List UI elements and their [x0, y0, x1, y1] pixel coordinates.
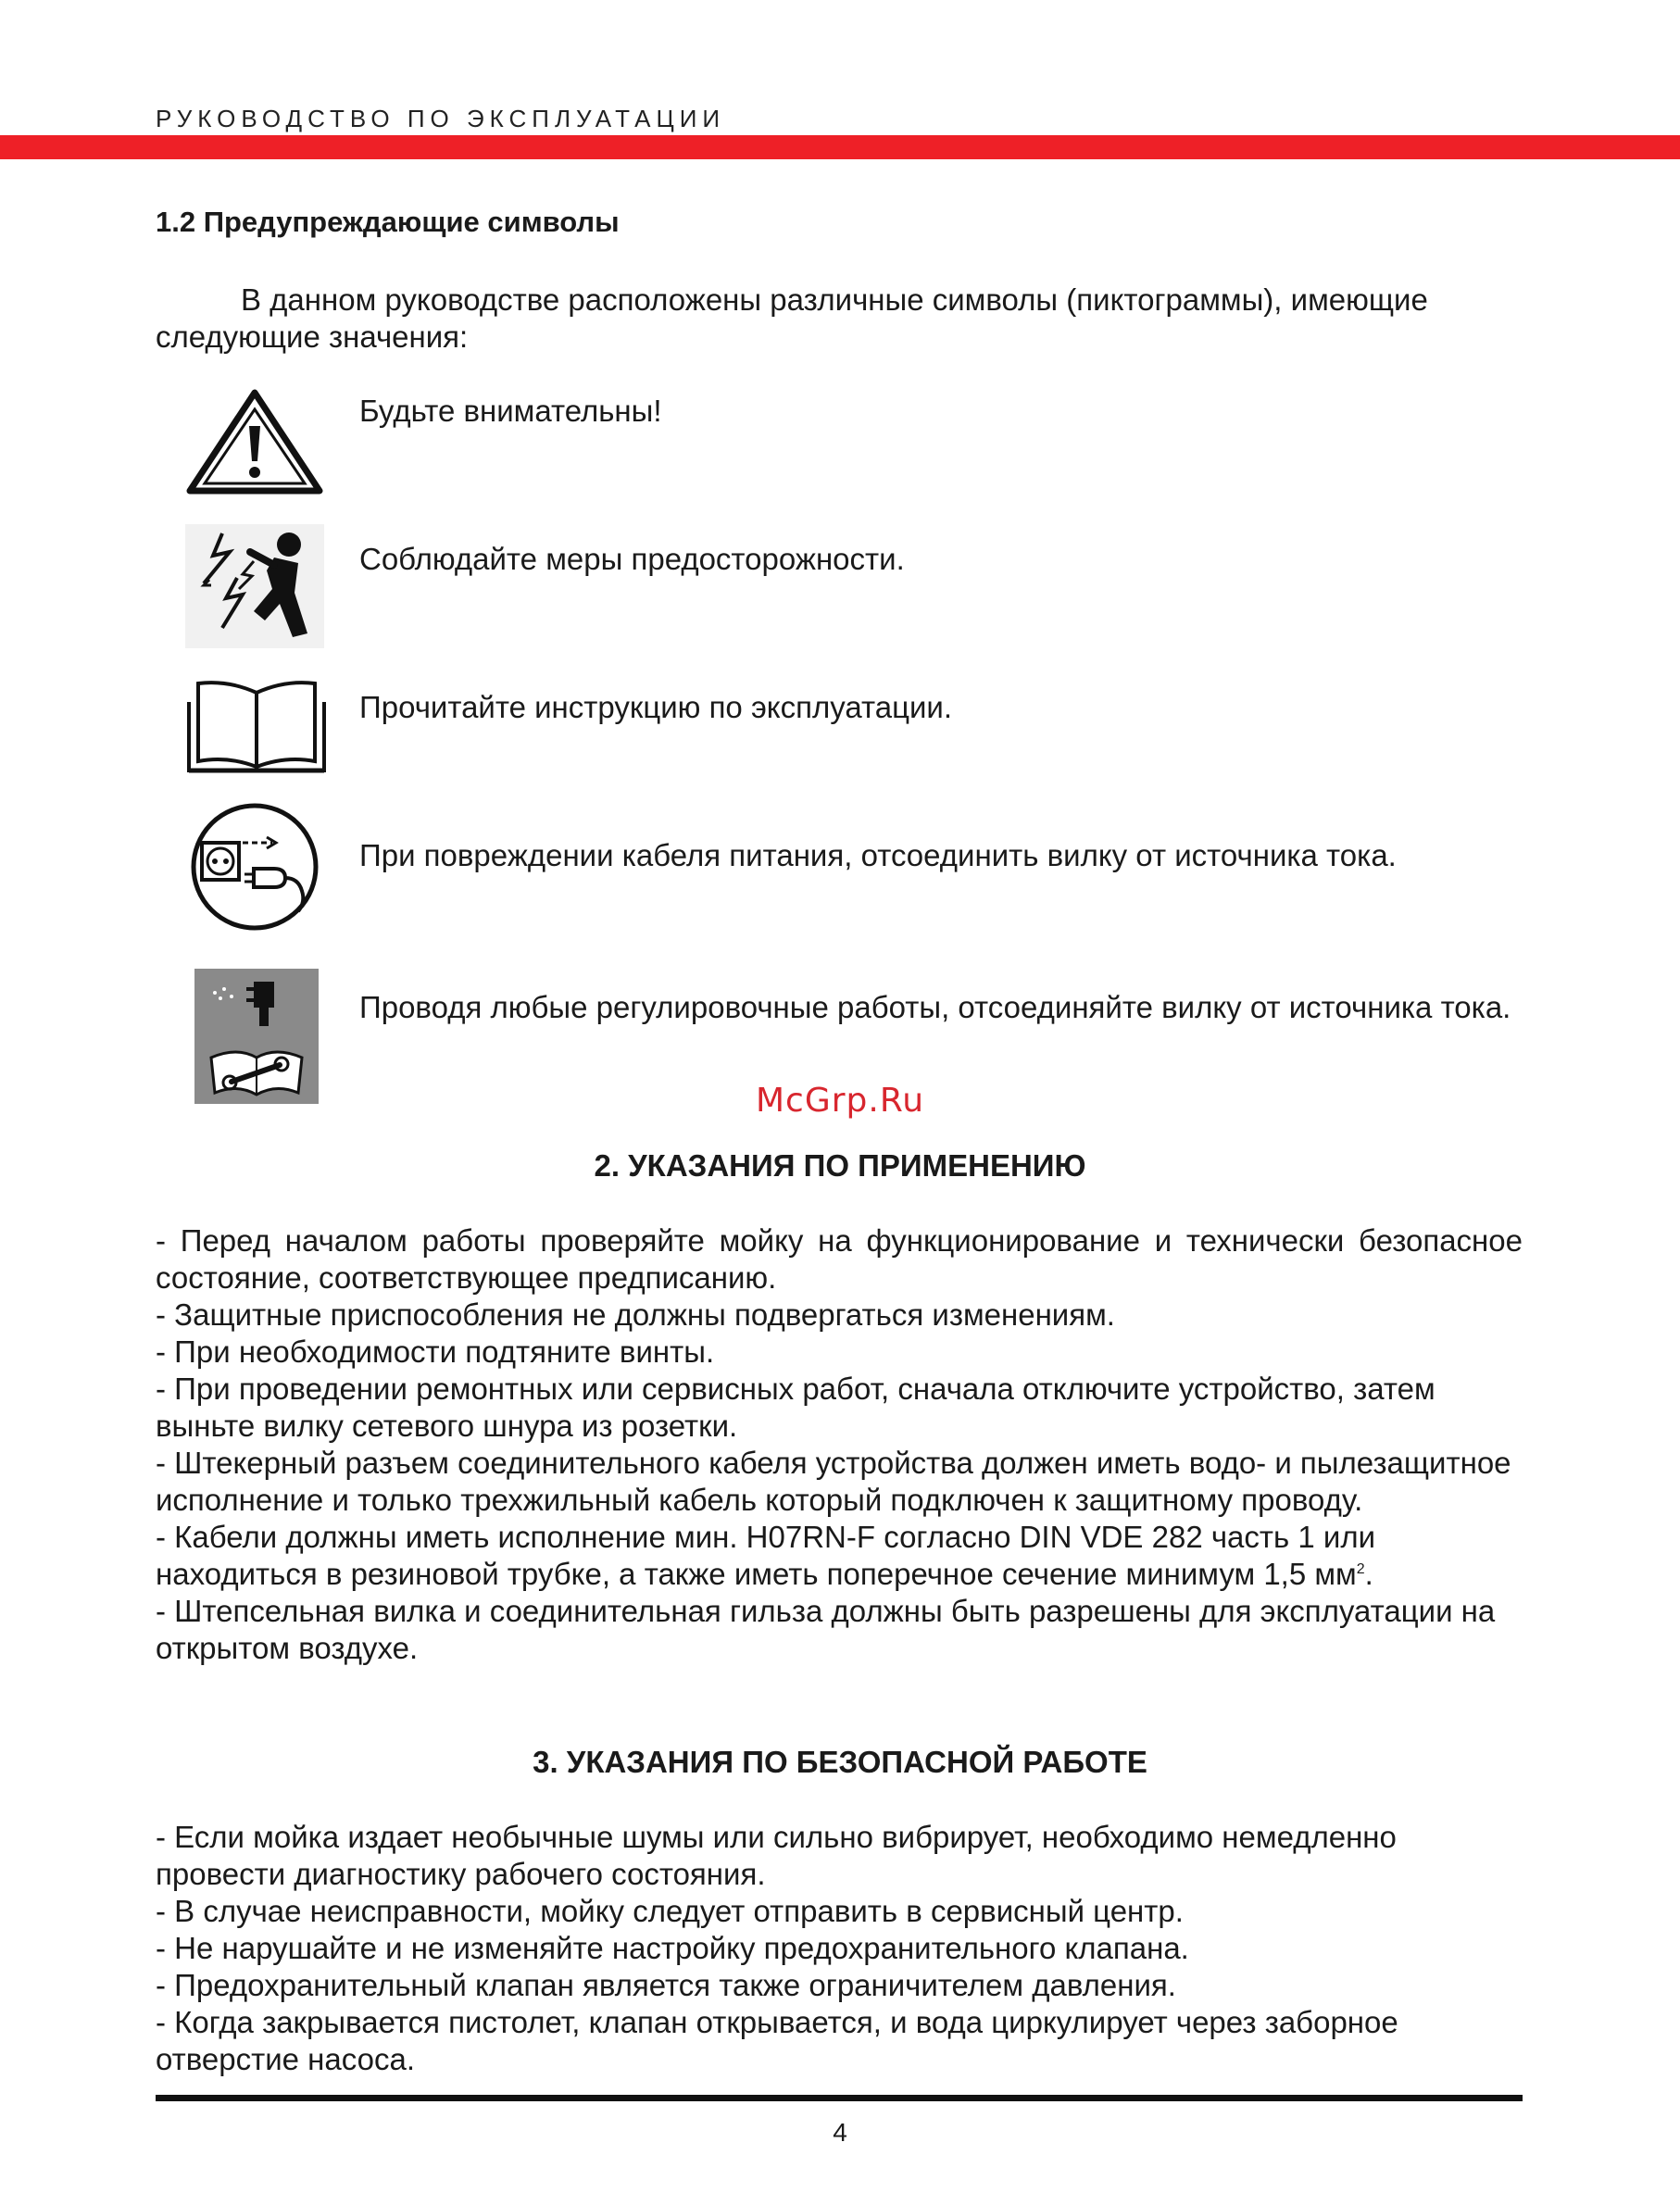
safe-operation-list [156, 1819, 1523, 2078]
footer-divider [156, 2095, 1523, 2101]
list-item [156, 1519, 1523, 1593]
page-number: 4 [833, 2118, 847, 2147]
list-item: - Штепсельная вилка и соединительная гильза должны быть разрешены для эксплуатации на открытом воздухе. [156, 1594, 1496, 1665]
list-item: - Перед началом работы проверяйте мойку на функционирование и технически безопасное состояние, соответствующее предписанию. [156, 1223, 1523, 1295]
list-item: - В случае неисправности, мойку следует отправить в сервисный центр. [156, 1894, 1184, 1928]
section-heading-safe-operation: 3. УКАЗАНИЯ ПО БЕЗОПАСНОЙ РАБОТЕ [533, 1745, 1147, 1779]
list-item: - Предохранительный клапан является также ограничителем давления. [156, 1968, 1176, 2002]
electric-shock-icon [185, 524, 324, 648]
symbol-text-adjustment-unplug: Проводя любые регулировочные работы, отсоединяйте вилку от источника тока. [359, 990, 1511, 1024]
superscript-squared: 2 [1356, 1561, 1365, 1577]
symbols-intro-paragraph: В данном руководстве расположены различные символы (пиктограммы), имеющие следующие значения: [156, 282, 1428, 354]
section-heading-usage-instructions: 2. УКАЗАНИЯ ПО ПРИМЕНЕНИЮ [594, 1148, 1086, 1183]
header-red-bar [0, 135, 1680, 159]
symbol-text-precautions: Соблюдайте меры предосторожности. [359, 542, 905, 576]
list-item: - Штекерный разъем соединительного кабеля устройства должен иметь водо- и пылезащитное исполнение и только трехжильный кабель который подключен к защитному проводу. [156, 1446, 1511, 1517]
document-header-title: РУКОВОДСТВО ПО ЭКСПЛУАТАЦИИ [156, 105, 726, 132]
symbol-text-read-manual: Прочитайте инструкцию по эксплуатации. [359, 690, 953, 724]
list-item-period: . [1364, 1557, 1373, 1591]
symbol-text-damaged-cable: При повреждении кабеля питания, отсоединить вилку от источника тока. [359, 838, 1397, 872]
list-item: - При необходимости подтяните винты. [156, 1334, 715, 1369]
warning-triangle-icon [185, 387, 324, 496]
list-item: - Когда закрывается пистолет, клапан открывается, и вода циркулирует через заборное отверстие насоса. [156, 2005, 1398, 2076]
watermark-text: McGrp.Ru [755, 1082, 925, 1120]
list-item-text: - Кабели должны иметь исполнение мин. H07RN-F согласно DIN VDE 282 часть 1 или находиться в резиновой трубке, а также иметь поперечное сечение минимум 1,5 мм [156, 1520, 1376, 1591]
unplug-cable-icon [185, 802, 324, 932]
symbol-text-attention: Будьте внимательны! [359, 394, 662, 428]
usage-instructions-list [156, 1222, 1523, 1667]
section-heading-warning-symbols: 1.2 Предупреждающие символы [156, 206, 620, 238]
list-item: - Если мойка издает необычные шумы или сильно вибрирует, необходимо немедленно провести диагностику рабочего состояния. [156, 1820, 1397, 1891]
open-book-icon [185, 678, 328, 776]
list-item: - Защитные приспособления не должны подвергаться изменениям. [156, 1297, 1115, 1332]
list-item: - Не нарушайте и не изменяйте настройку предохранительного клапана. [156, 1931, 1189, 1965]
list-item: - При проведении ремонтных или сервисных работ, сначала отключите устройство, затем выньте вилку сетевого шнура из розетки. [156, 1372, 1436, 1443]
